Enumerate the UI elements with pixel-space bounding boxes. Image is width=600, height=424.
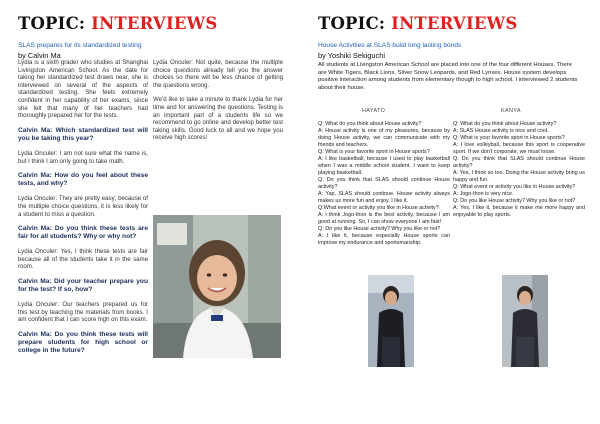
article-column-1 <box>18 59 148 362</box>
interview-line: Q: What do you think about House activity? <box>318 121 422 127</box>
interview-line: Q: Do you think that SLAS should continue House activity? <box>318 177 450 190</box>
interview-line: Q:What event or activity you like in House activity? <box>318 205 439 211</box>
interview-question: Calvin Ma: Do you think these tests are fair for all students? Why or why not? <box>18 225 148 241</box>
interviewee-name: HAYATO <box>362 108 386 114</box>
interview-answer: Lydia Onculer: Our teachers prepared us for this test by teaching the materials from books. I am confident that I can score high on this exam. <box>18 301 148 324</box>
interview-line: A: I like it, because especially House sports can improve my endurance and sportsmanship. <box>318 233 450 246</box>
interview-line: Q: Do you like House activity? Why you like or not? <box>453 198 576 204</box>
hayato-photo <box>368 275 414 367</box>
student-photo <box>153 215 281 358</box>
interview-answer: Lydia Onculer: Not quite, because the multiple choice questions already tell you the answer choices so there will be less chance of getting the questions wrong. <box>153 59 283 89</box>
interviewee-name: KANYA <box>501 108 521 114</box>
interview-answer: Lydia Onculer: Yes, I think these tests are fair because all of the students take it in the same room. <box>18 248 148 271</box>
interview-answer: Lydia Onculer: They are pretty easy; because of the multiple choice questions, it is less likely for a student to miss a question. <box>18 195 148 218</box>
interview-question: Calvin Ma: Did your teacher prepare you for the test? If so, how? <box>18 278 148 294</box>
closing-paragraph: We'd like to take a minute to thank Lydia for her time and for answering the questions. Testing is an important part of a students life so we recommend to go online and develop better test taking skills. Good luck to all and we hope you receive high scores! <box>153 96 283 142</box>
article-column-2 <box>153 59 283 149</box>
interview-question: Calvin Ma: Do you think these tests will prepare students for high school or college in the future? <box>18 331 148 355</box>
interview-line: A: I love volleyball, because this sport is cooperative sport. If we don't corporate, we must loose. <box>453 142 585 155</box>
interview-line: Q: What is your favorite sport in House sports? <box>453 135 565 141</box>
kanya-interview <box>453 121 585 219</box>
interview-line: A: Yap, SLAS should continue. House activity always makes us more fun and enjoy. I like it. <box>318 191 450 204</box>
interview-line: A: SLAS House activity is nice and cool. <box>453 128 549 134</box>
article-headline: House Activities at SLAS build long lasting bonds <box>318 42 462 49</box>
interview-line: A: Yes, I like it, because it make me more happy and enjoyable to play sports. <box>453 205 585 218</box>
article-headline: SLAS prepares for its standardized testing <box>18 42 142 49</box>
article-byline: by Yoshiki Sekiguchi <box>318 51 385 60</box>
interview-question: Calvin Ma: How do you feel about these tests, and why? <box>18 172 148 188</box>
interview-line: Q: Do you like House activity? Why you like or not? <box>318 226 441 232</box>
article-byline: by Calvin Ma <box>18 51 61 60</box>
interview-line: A: Jogo-thon is very nice. <box>453 191 514 197</box>
interview-line: A: House activity is one of my pleasures, because by doing House activity, we can communicate with my friends and teachers. <box>318 128 450 148</box>
topic-value: INTERVIEWS <box>391 14 518 33</box>
interview-line: Q: What do you think about House activity? <box>453 121 557 127</box>
topic-label: TOPIC: <box>18 14 92 33</box>
page-title <box>18 14 217 33</box>
interview-line: A: I think Jogo-thon is the best activity, because I am good at running. So, I can show everyone I am fast! <box>318 212 450 225</box>
interview-answer: Lydia Onculer: I am not sure what the name is, but I think I am only going to take math. <box>18 149 148 165</box>
hayato-interview <box>318 121 450 247</box>
topic-value: INTERVIEWS <box>91 14 218 33</box>
interview-line: Q: What event or activity you like in House activity? <box>453 184 576 190</box>
intro-paragraph: Lydia is a sixth grader who studies at Shanghai Livingston American School. As the date for taking her standardized test draws near, she is interviewed on several of the aspects of standardized testing. She feels extremely confident in her capability of her exams, since she felt that many of her teachers had thoroughly prepared her for the tests. <box>18 59 148 120</box>
interview-line: A: I like basketball, because I used to play basketball when I was a middle school student. I want to keep playing basketball. <box>318 156 450 176</box>
interview-line: A: Yes, I think so too. Doing the House activity bring us happy and fun. <box>453 170 585 183</box>
interview-question: Calvin Ma: Which standardized test will you be taking this year? <box>18 126 148 142</box>
interview-line: Q: What is your favorite sport in House sports? <box>318 149 430 155</box>
right-page <box>300 0 600 424</box>
page-title <box>318 14 517 33</box>
interview-line: Q: Do you think that SLAS should continue House activity? <box>453 156 585 169</box>
kanya-photo <box>502 275 548 367</box>
topic-label: TOPIC: <box>318 14 392 33</box>
intro-paragraph: All students at Livingston American School are placed into one of the four different Houses. There are White Tigers, Black Lions, Silver Snow Leopards, and Red Lynxes. House system develops positive interaction among students from elementary though to high school. I interviewed 2 students about their house. <box>318 62 578 91</box>
